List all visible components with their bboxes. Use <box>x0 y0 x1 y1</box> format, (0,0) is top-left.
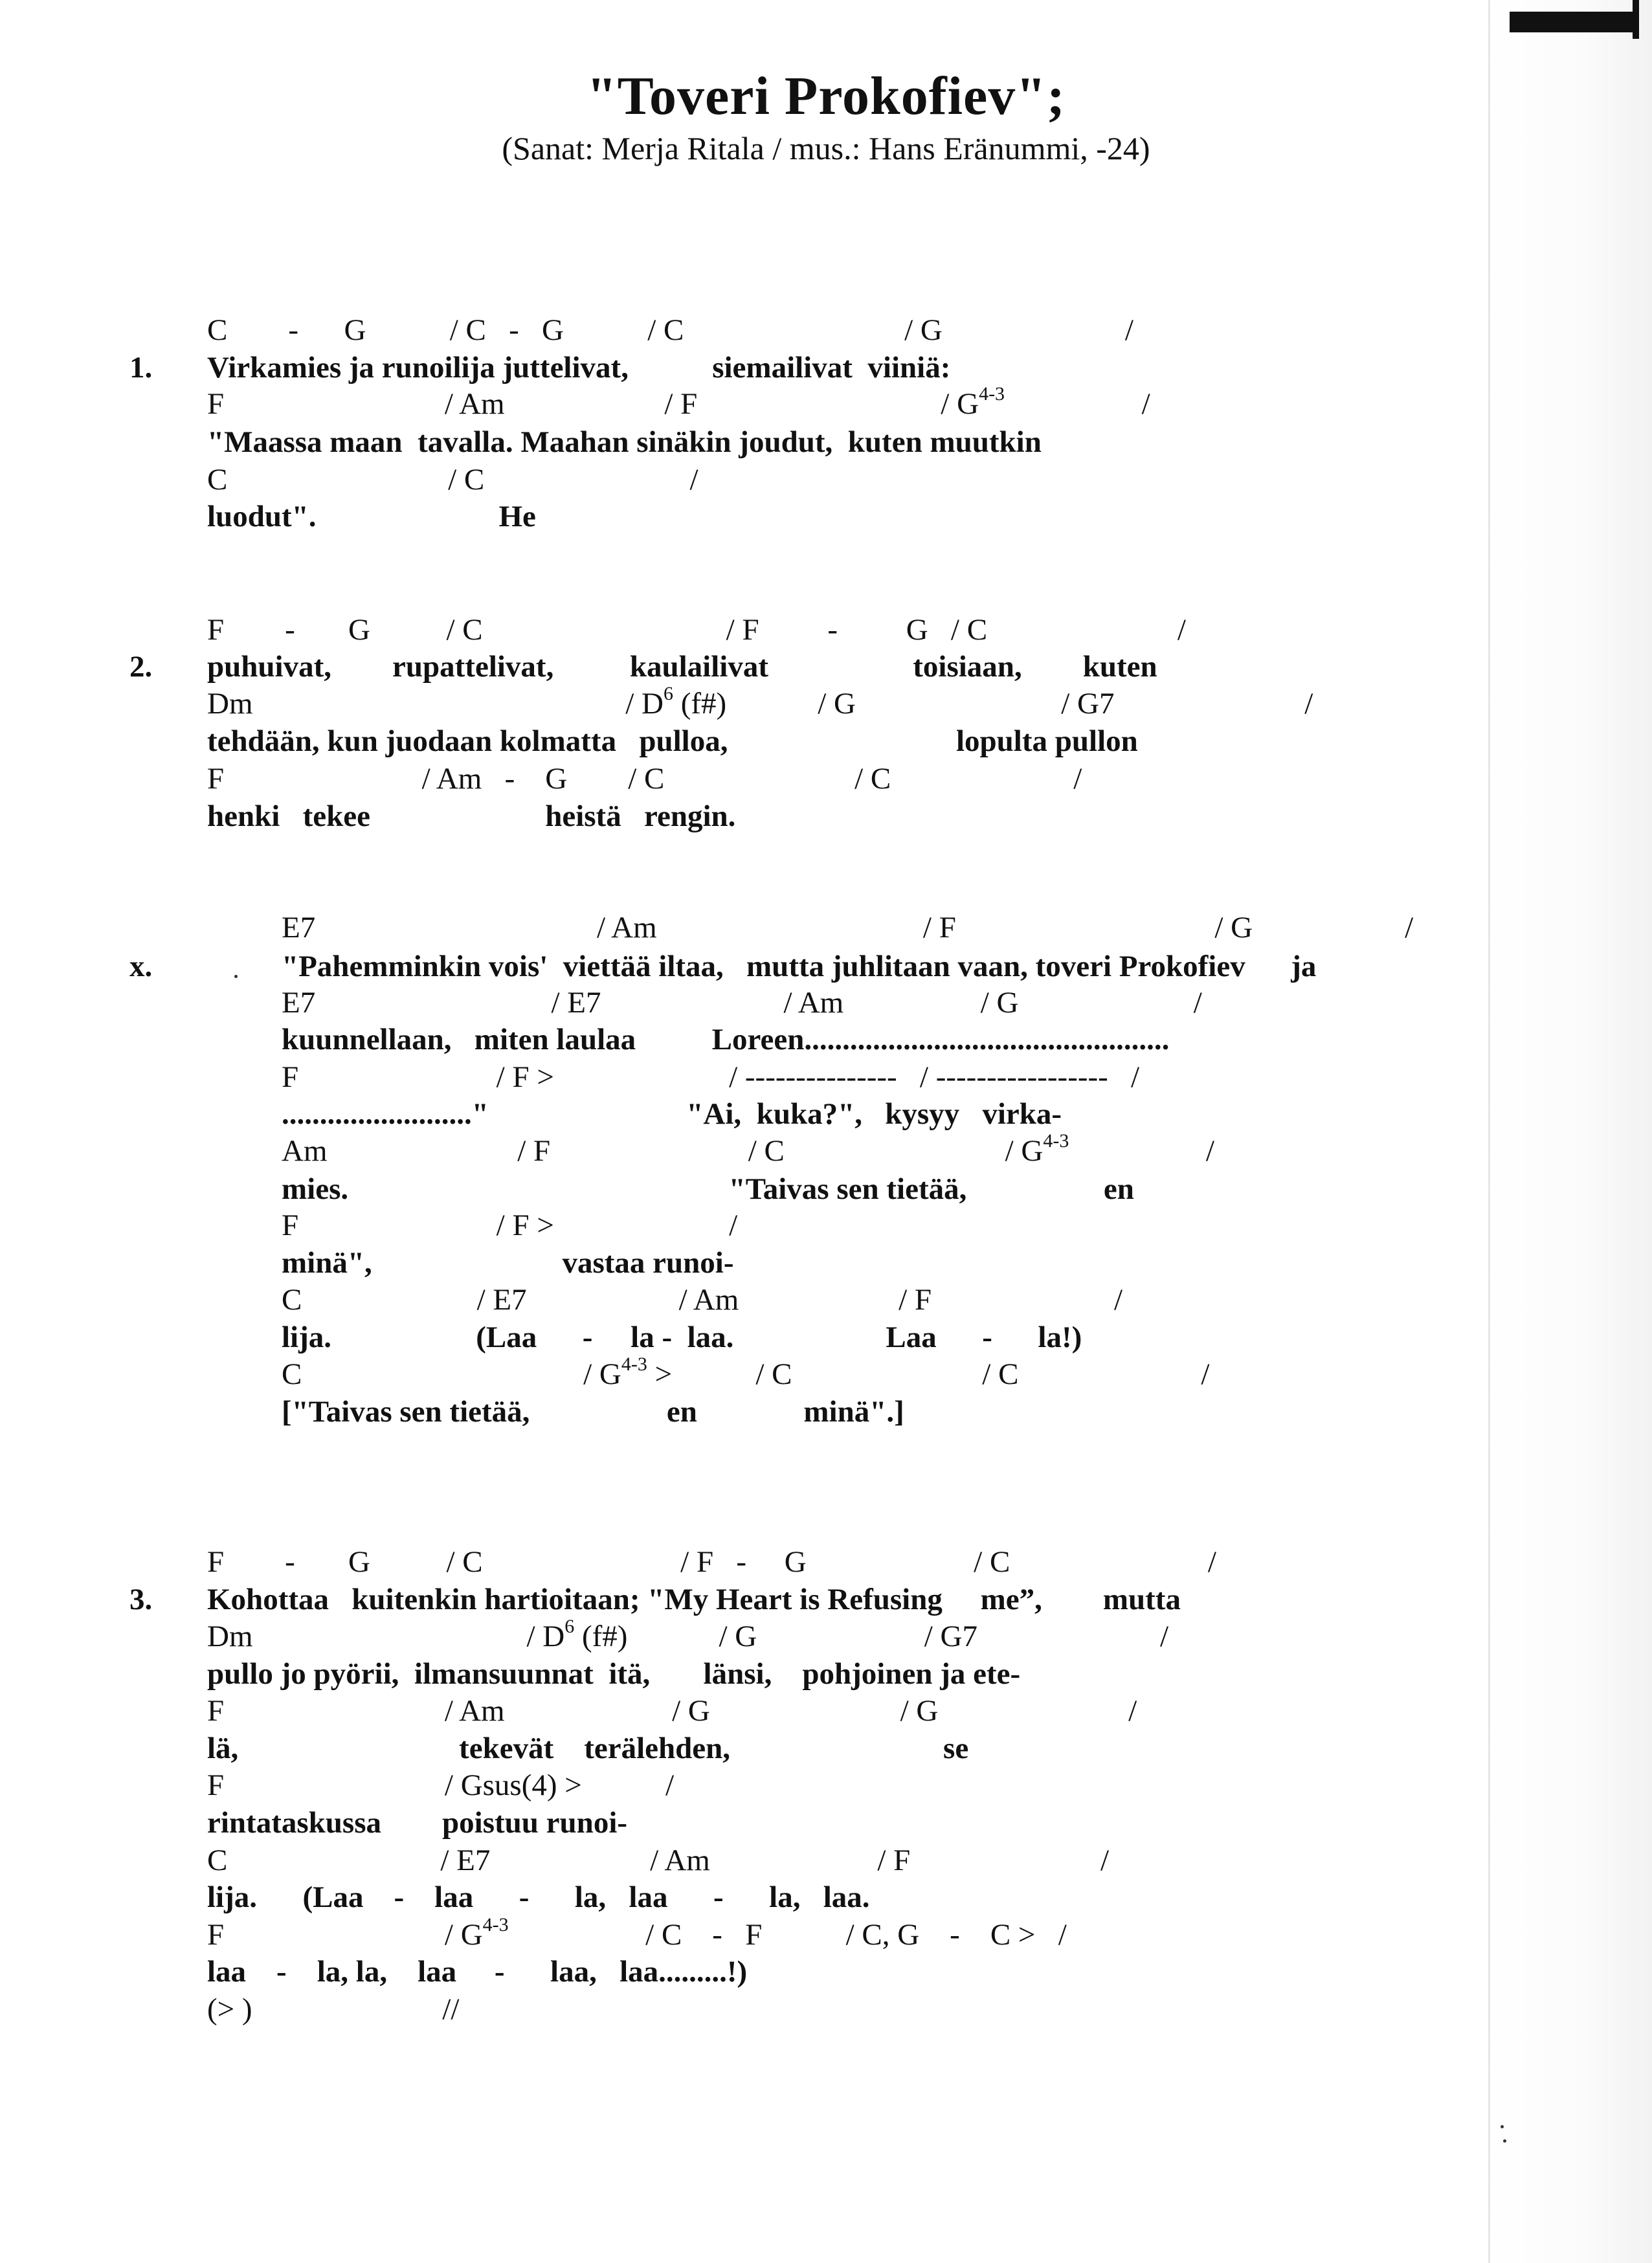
v1-chords-2: F / Am / F / $G^{4-3}$ / <box>207 383 1150 421</box>
refrain-lyrics-6: lija. (Laa - la - laa. Laa - la!) <box>282 1321 1082 1354</box>
v1-lyrics-3: luodut". He <box>207 500 536 533</box>
refrain-lyrics-4: mies. "Taivas sen tietää, en <box>282 1172 1134 1206</box>
refrain-chords-4: Am / F / C / $G^{4-3}$ / <box>282 1130 1214 1168</box>
scan-edge-line <box>1488 0 1490 2263</box>
v3-chords-2: Dm / $D^6$ (f#) / G / G7 / <box>207 1616 1169 1653</box>
v2-lyrics-3: henki tekee heistä rengin. <box>207 799 736 833</box>
song-credits: (Sanat: Merja Ritala / mus.: Hans Eränummi, -24) <box>502 130 1150 166</box>
verse-3-number: 3. <box>129 1583 153 1616</box>
refrain-marker: x. <box>129 950 153 983</box>
v3-chords-7: (> ) // <box>207 1992 460 2026</box>
v1-chords-3: C / C / <box>207 463 698 496</box>
refrain-chords-3: F / F > / --------------- / ----------------- / <box>282 1060 1140 1094</box>
refrain-lyrics-5: minä", vastaa runoi- <box>282 1246 734 1280</box>
v3-lyrics-6: laa - la, la, laa - laa, laa.........!) <box>207 1955 748 1989</box>
scan-corner-mark-vertical <box>1633 0 1639 39</box>
scan-corner-mark <box>1510 12 1639 32</box>
refrain-lyrics-3: ........................." "Ai, kuka?", kysyy virka- <box>282 1097 1062 1131</box>
v1-chords-1: C - G / C - G / C / G / <box>207 313 1133 347</box>
v3-chords-5: C / E7 / Am / F / <box>207 1844 1110 1877</box>
song-title: "Toveri Prokofiev"; <box>586 66 1066 126</box>
v1-lyrics-2: "Maassa maan tavalla. Maahan sinäkin joudut, kuten muutkin <box>207 425 1042 459</box>
verse-1-number: 1. <box>129 351 153 385</box>
refrain-chords-1: E7 / Am / F / G / <box>282 911 1414 944</box>
v1-lyrics-1: Virkamies ja runoilija juttelivat, siemailivat viiniä: <box>207 351 951 385</box>
v2-lyrics-1: puhuivat, rupattelivat, kaulailivat toisiaan, kuten <box>207 650 1157 684</box>
v3-chords-6: F / $G^{4-3}$ / C - F / C, G - C > / <box>207 1914 1067 1952</box>
verse-2-number: 2. <box>129 650 153 684</box>
v2-lyrics-2: tehdään, kun juodaan kolmatta pulloa, lopulta pullon <box>207 724 1138 758</box>
refrain-lyrics-1: "Pahemminkin vois' viettää iltaa, mutta juhlitaan vaan, toveri Prokofiev ja <box>282 950 1317 983</box>
scan-speck <box>1501 2125 1504 2128</box>
v3-lyrics-2: pullo jo pyörii, ilmansuunnat itä, länsi, pohjoinen ja ete- <box>207 1657 1021 1691</box>
scan-speck <box>234 975 238 978</box>
v3-lyrics-3: lä, tekevät terälehden, se <box>207 1732 969 1765</box>
v2-chords-3: F / Am - G / C / C / <box>207 762 1082 796</box>
refrain-chords-7: C / $G^{4-3}$ > / C / C / <box>282 1354 1210 1391</box>
scan-right-edge <box>1484 0 1652 2263</box>
v3-chords-3: F / Am / G / G / <box>207 1694 1137 1728</box>
v3-chords-4: F / Gsus(4) > / <box>207 1768 675 1802</box>
v3-lyrics-1: Kohottaa kuitenkin hartioitaan; "My Heart is Refusing me”, mutta <box>207 1583 1181 1616</box>
v3-lyrics-4: rintataskussa poistuu runoi- <box>207 1806 628 1840</box>
scan-speck <box>1503 2139 1506 2143</box>
v3-chords-1: F - G / C / F - G / C / <box>207 1545 1216 1579</box>
v2-chords-1: F - G / C / F - G / C / <box>207 613 1186 647</box>
refrain-chords-6: C / E7 / Am / F / <box>282 1283 1123 1317</box>
refrain-lyrics-7: ["Taivas sen tietää, en minä".] <box>282 1395 904 1429</box>
refrain-chords-2: E7 / E7 / Am / G / <box>282 986 1202 1020</box>
v2-chords-2: Dm / $D^6$ (f#) / G / G7 / <box>207 683 1313 720</box>
refrain-lyrics-2: kuunnellaan, miten laulaa Loreen................................................ <box>282 1023 1170 1056</box>
v3-lyrics-5: lija. (Laa - laa - la, laa - la, laa. <box>207 1880 870 1914</box>
refrain-chords-5: F / F > / <box>282 1209 738 1242</box>
